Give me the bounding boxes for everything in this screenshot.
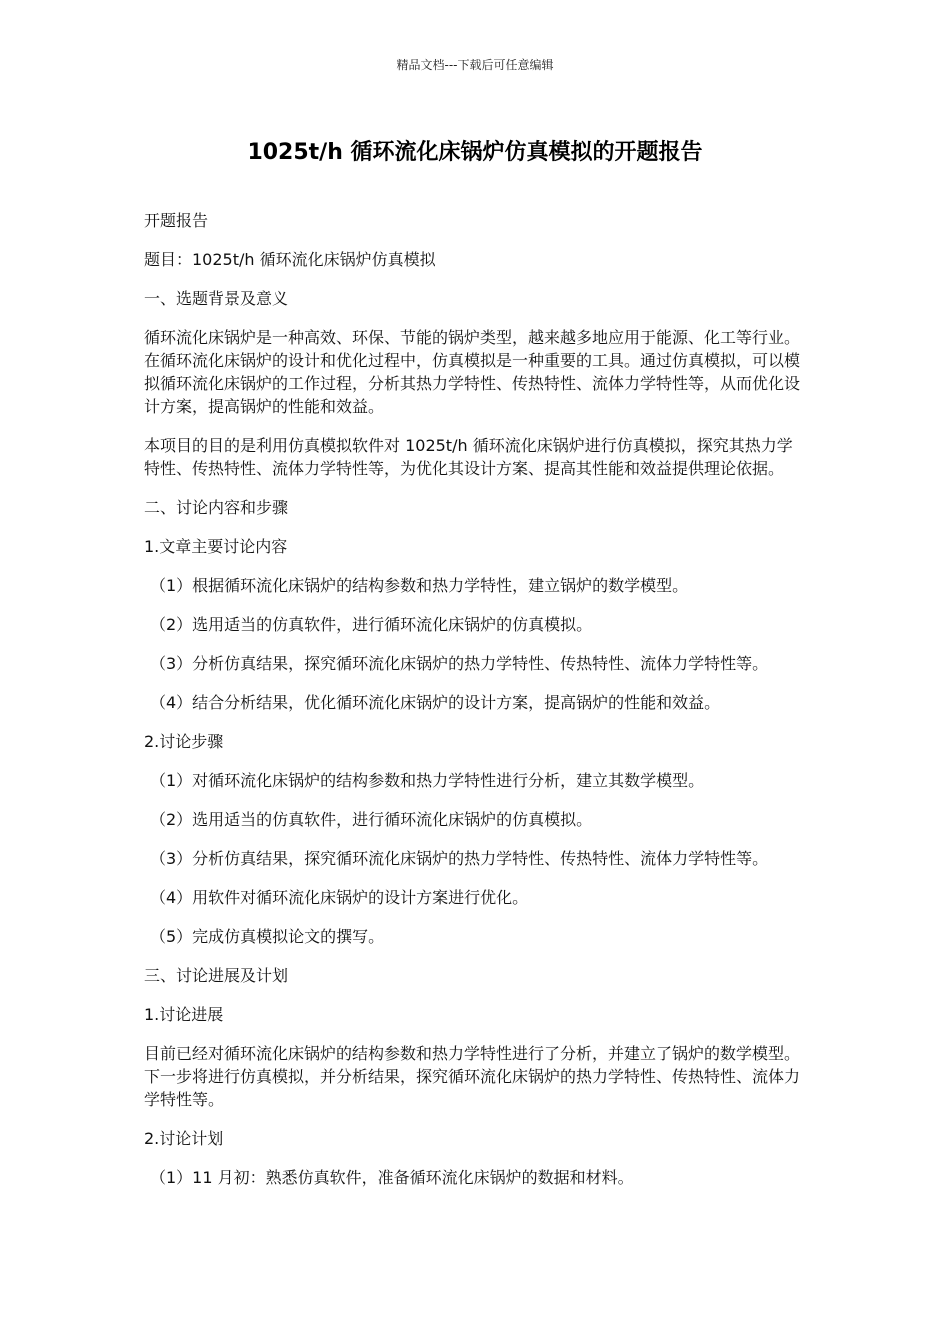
list-item: （2）选用适当的仿真软件，进行循环流化床锅炉的仿真模拟。 [150, 810, 593, 829]
list-item: （4）结合分析结果，优化循环流化床锅炉的设计方案，提高锅炉的性能和效益。 [150, 693, 721, 712]
progress-paragraph: 目前已经对循环流化床锅炉的结构参数和热力学特性进行了分析，并建立了锅炉的数学模型。下一步将进行仿真模拟，并分析结果，探究循环流化床锅炉的热力学特性、传热特性、流体力学特性等。 [144, 1044, 801, 1109]
section-heading-content-steps: 二、讨论内容和步骤 [144, 498, 289, 517]
list-item: （1）11 月初：熟悉仿真软件，准备循环流化床锅炉的数据和材料。 [150, 1168, 634, 1187]
subheading-steps: 2.讨论步骤 [144, 732, 224, 751]
section-label-proposal: 开题报告 [144, 211, 209, 230]
subheading-progress: 1.讨论进展 [144, 1005, 224, 1024]
list-item: （2）选用适当的仿真软件，进行循环流化床锅炉的仿真模拟。 [150, 615, 593, 634]
document-title: 1025t/h 循环流化床锅炉仿真模拟的开题报告 [247, 140, 703, 165]
topic-line: 题目：1025t/h 循环流化床锅炉仿真模拟 [144, 250, 436, 269]
list-item: （5）完成仿真模拟论文的撰写。 [150, 927, 385, 946]
list-item: （4）用软件对循环流化床锅炉的设计方案进行优化。 [150, 888, 529, 907]
list-item: （1）根据循环流化床锅炉的结构参数和热力学特性，建立锅炉的数学模型。 [150, 576, 689, 595]
section-heading-progress-plan: 三、讨论进展及计划 [144, 966, 289, 985]
list-item: （3）分析仿真结果，探究循环流化床锅炉的热力学特性、传热特性、流体力学特性等。 [150, 849, 769, 868]
subheading-plan: 2.讨论计划 [144, 1129, 224, 1148]
subheading-main-content: 1.文章主要讨论内容 [144, 537, 288, 556]
section-heading-background: 一、选题背景及意义 [144, 289, 289, 308]
objective-paragraph: 本项目的目的是利用仿真模拟软件对 1025t/h 循环流化床锅炉进行仿真模拟，探究其热力学特性、传热特性、流体力学特性等，为优化其设计方案、提高其性能和效益提供理论依据。 [144, 436, 793, 478]
document-body [144, 209, 824, 1205]
page-header-watermark: 精品文档---下载后可任意编辑 [396, 58, 554, 72]
list-item: （3）分析仿真结果，探究循环流化床锅炉的热力学特性、传热特性、流体力学特性等。 [150, 654, 769, 673]
background-paragraph: 循环流化床锅炉是一种高效、环保、节能的锅炉类型，越来越多地应用于能源、化工等行业。在循环流化床锅炉的设计和优化过程中，仿真模拟是一种重要的工具。通过仿真模拟，可以模拟循环流化床锅炉的工作过程，分析其热力学特性、传热特性、流体力学特性等，从而优化设计方案，提高锅炉的性能和效益。 [144, 328, 801, 416]
list-item: （1）对循环流化床锅炉的结构参数和热力学特性进行分析，建立其数学模型。 [150, 771, 705, 790]
